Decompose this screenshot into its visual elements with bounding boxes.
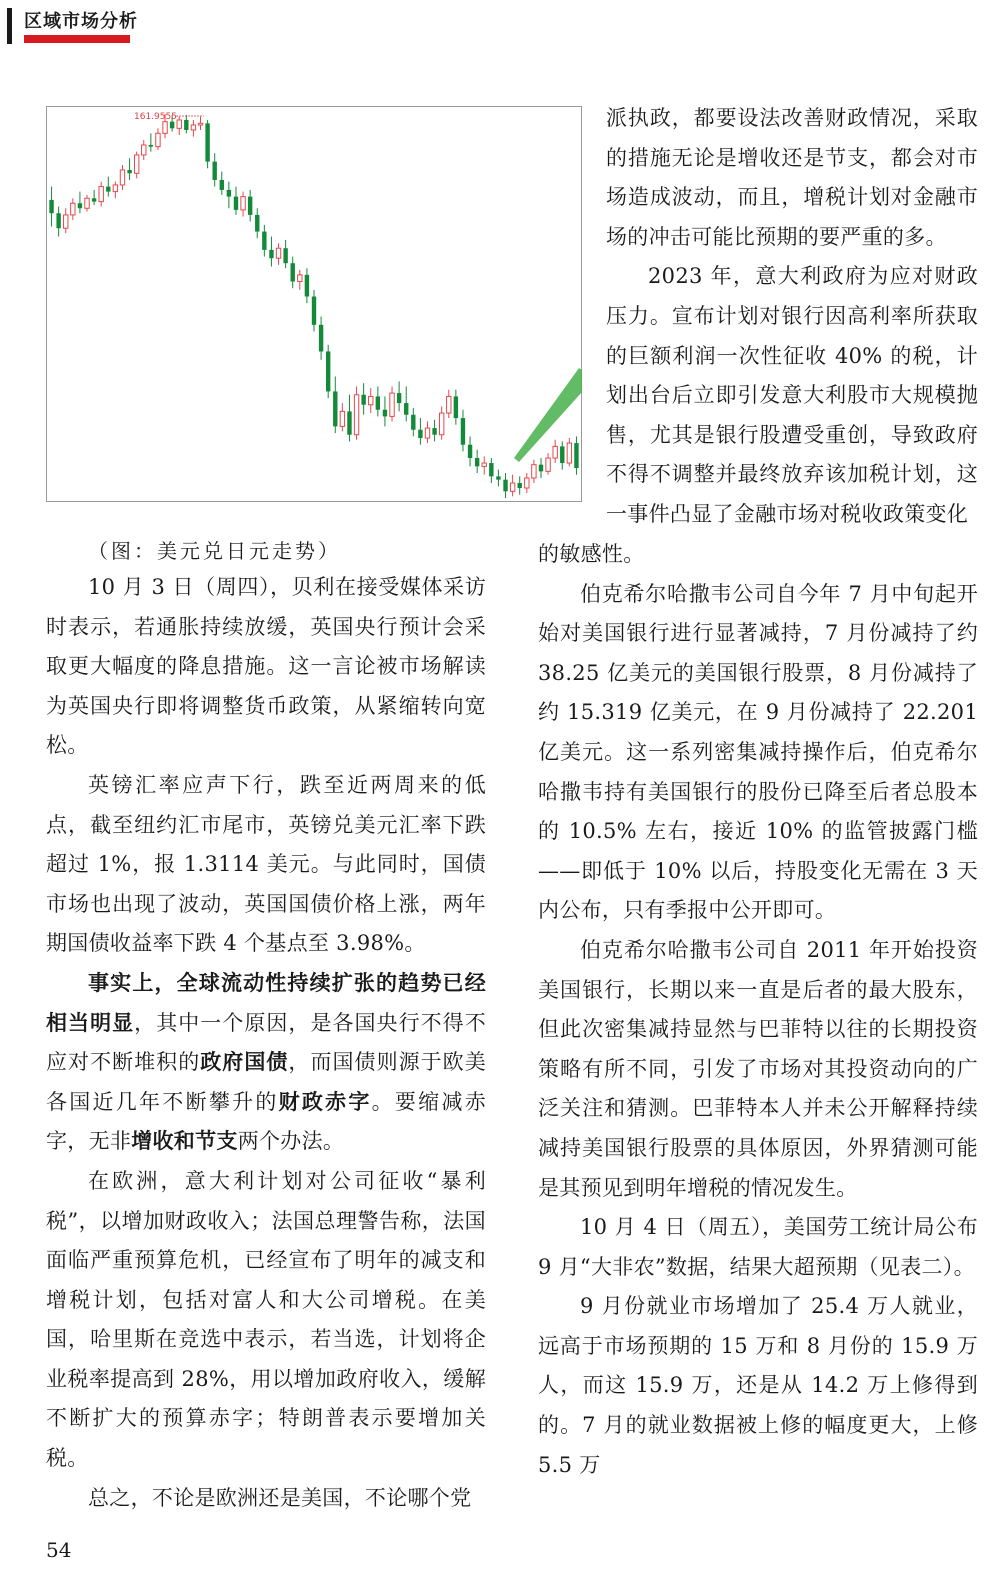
paragraph-europe-us-taxes: 在欧洲，意大利计划对公司征收“暴利税”，以增加财政收入；法国总理警告称，法国面临严重预算危机，已经宣布了明年的减支和增税计划，包括对富人和大公司增税。在美国，哈里斯在竞选中表示，若当选，计划将企业税率提高到 28%，用以增加政府收入，缓解不断扩大的预算赤字；特朗普表示要增加关税。 — [46, 1168, 486, 1471]
candle-body-down — [92, 198, 96, 201]
candle-body-up — [482, 463, 486, 466]
candle-body-down — [347, 411, 351, 434]
paragraph-boe-bailey: 10 月 3 日（周四），贝利在接受媒体采访时表示，若通胀持续放缓，英国央行预计会采取更大幅度的降息措施。这一言论被市场解读为英国央行即将调整货币政策，从紧缩转向宽松。 — [46, 575, 486, 758]
candle-body-down — [255, 215, 259, 232]
candle-body-down — [475, 458, 479, 466]
paragraph-in-summary: 总之，不论是欧洲还是美国，不论哪个党 — [88, 1485, 472, 1510]
candle-body-up — [163, 122, 167, 134]
candle-body-down — [149, 145, 153, 147]
candle-body-down — [539, 465, 543, 472]
usd-jpy-chart — [46, 106, 582, 502]
candle-body-down — [397, 393, 401, 403]
paragraph-employment-revisions: 9 月份就业市场增加了 25.4 万人就业，远高于市场预期的 15 万和 8 月份的 15.9 万人，而这 15.9 万，还是从 14.2 万上修得到的。7 月的就业数据被上修的幅度更大，上修 5.5 万 — [538, 1294, 978, 1477]
paragraph-italy-bank-tax: 2023 年，意大利政府为应对财政压力。宣布计划对银行因高利率所获取的巨额利润一次性征收 40% 的税，计划出台后立即引发意大利股市大规模抛售，尤其是银行股遭受重创，导致政府不得不调整并最终放弃该加税计划，这一事件凸显了金融市场对税收政策变化 — [606, 264, 978, 526]
candle-body-down — [170, 122, 174, 129]
paragraph-gbp-falls: 英镑汇率应声下行，跌至近两周来的低点，截至纽约汇市尾市，英镑兑美元汇率下跌超过 1%，报 1.3114 美元。与此同时，国债市场也出现了波动，英国国债价格上涨，两年期国债收益率下跌 4 个基点至 3.98%。 — [46, 772, 486, 956]
figure-caption: （图：美元兑日元走势） — [88, 539, 341, 563]
candle-body-down — [220, 180, 224, 190]
candle-body-down — [212, 162, 216, 180]
bold-phrase-fiscal-deficit: 财政赤字 — [278, 1089, 372, 1114]
candle-body-down — [411, 415, 415, 430]
candle-body-up — [553, 446, 557, 458]
paragraph-continued: 派执政，都要设法改善财政情况，采取的措施无论是增收还是节支，都会对市场造成波动，而且，增税计划对金融市场的冲击可能比预期的要严重的多。 — [606, 106, 978, 249]
peak-label: 161.9555 — [134, 112, 177, 122]
bold-phrase-gov-bonds: 政府国债 — [200, 1050, 289, 1075]
candle-body-up — [64, 215, 68, 228]
bold-phrase-revenue-spending: 增收和节支 — [131, 1129, 238, 1154]
candle-body-up — [134, 155, 138, 173]
section-title: 区域市场分析 — [24, 11, 138, 32]
paragraph-berkshire-sells: 伯克希尔哈撒韦公司自今年 7 月中旬起开始对美国银行进行显著减持，7 月份减持了约 38.25 亿美元的美国银行股票，8 月份减持了约 15.319 亿美元，在 9 月份减持了 22.201 亿美元。这一系列密集减持操作后，伯克希尔哈撒韦持有美国银行的股份已降至后者总股本的 10.5% 左右，接近 10% 的监管披露门槛——即低于 10% 以后，持股变化无需在 3 天内公布，只有季报中公开即可。 — [538, 581, 978, 923]
candle-body-up — [298, 275, 302, 282]
paragraph-berkshire-strategy: 伯克希尔哈撒韦公司自 2011 年开始投资美国银行，长期以来一直是后者的最大股东，但此次密集减持显然与巴菲特以往的长期投资策略有所不同，引发了市场对其投资动向的广泛关注和猜测。巴菲特本人并未公开解释持续减持美国银行股票的具体原因，外界猜测可能是其预见到明年增税的情况发生。 — [538, 937, 978, 1200]
candle-body-down — [383, 410, 387, 417]
candle-body-down — [503, 480, 507, 492]
candle-body-up — [142, 145, 146, 155]
candle-body-down — [312, 297, 316, 325]
candle-body-up — [447, 396, 451, 413]
candle-body-down — [489, 463, 493, 476]
candle-body-down — [574, 443, 578, 468]
candle-body-down — [454, 396, 458, 418]
candle-body-up — [525, 478, 529, 488]
candle-body-down — [56, 213, 60, 228]
candle-body-up — [99, 187, 103, 202]
candle-body-down — [432, 428, 436, 435]
candle-body-down — [496, 476, 500, 479]
candle-body-down — [227, 190, 231, 197]
candle-body-down — [234, 197, 238, 210]
candle-body-down — [205, 123, 209, 161]
right-column-bottom — [538, 535, 978, 1485]
candle-body-up — [71, 203, 75, 215]
candle-body-up — [177, 120, 181, 128]
candle-body-down — [326, 351, 330, 391]
left-column — [46, 568, 486, 1518]
candle-body-up — [510, 483, 514, 491]
candle-body-up — [340, 411, 344, 426]
candle-body-up — [85, 198, 89, 208]
candle-body-down — [418, 430, 422, 438]
page-number: 54 — [46, 1538, 72, 1562]
candle-body-up — [532, 465, 536, 478]
candle-body-down — [461, 418, 465, 445]
candle-body-down — [127, 170, 131, 173]
candle-body-down — [262, 232, 266, 250]
candle-body-up — [390, 393, 394, 416]
candle — [205, 120, 209, 168]
candle-body-up — [276, 248, 280, 258]
candle-body-up — [191, 125, 195, 130]
candle-body-up — [156, 133, 160, 146]
candle-body-up — [113, 185, 117, 192]
candle-body-up — [425, 428, 429, 438]
candle-body-down — [78, 203, 82, 208]
header-red-underline — [24, 35, 130, 43]
paragraph-italy-bank-tax-end: 的敏感性。 — [538, 542, 645, 566]
candle — [354, 386, 358, 439]
candle-body-up — [439, 413, 443, 435]
candle-body-down — [269, 250, 273, 258]
candle-body-up — [120, 170, 124, 185]
candlestick-chart-svg — [46, 106, 582, 502]
candle-body-down — [560, 446, 564, 463]
candle-body-up — [241, 197, 245, 210]
candle-body-down — [333, 391, 337, 426]
candle-body-down — [404, 403, 408, 415]
paragraph-nonfarm-payrolls: 10 月 4 日（周五），美国劳工统计局公布 9 月“大非农”数据，结果大超预期（见表二）。 — [538, 1215, 978, 1279]
paragraph-global-liquidity: 事实上，全球流动性持续扩张的趋势已经相当明显，其中一个原因，是各国央行不得不应对不断堆积的政府国债，而国债则源于欧美各国近几年不断攀升的财政赤字。要缩减赤字，无非增收和节支两个办法。 — [46, 970, 487, 1154]
candle-body-down — [184, 120, 188, 130]
bold-phrase-liquidity: 事实上，全球流动性持续扩张的趋势已经相当明显 — [46, 970, 486, 1035]
candle-body-down — [468, 445, 472, 458]
candle-body-up — [546, 458, 550, 471]
candle-body-down — [283, 248, 287, 263]
candle-body-down — [319, 325, 323, 352]
candle-body-up — [354, 395, 358, 435]
right-column-top — [606, 99, 978, 535]
candle-body-up — [198, 123, 202, 125]
candle-body-down — [49, 200, 53, 213]
candle-body-down — [106, 187, 110, 192]
candle — [326, 345, 330, 398]
candle-body-down — [518, 483, 522, 488]
candle-body-up — [369, 396, 373, 404]
candle-body-down — [361, 395, 365, 405]
candle-body-down — [376, 396, 380, 409]
candle-body-down — [305, 275, 309, 297]
header-accent-bar — [7, 8, 12, 44]
section-header — [0, 0, 140, 48]
candle-body-up — [567, 443, 571, 463]
candle-body-down — [291, 263, 295, 281]
candle-body-down — [248, 197, 252, 215]
